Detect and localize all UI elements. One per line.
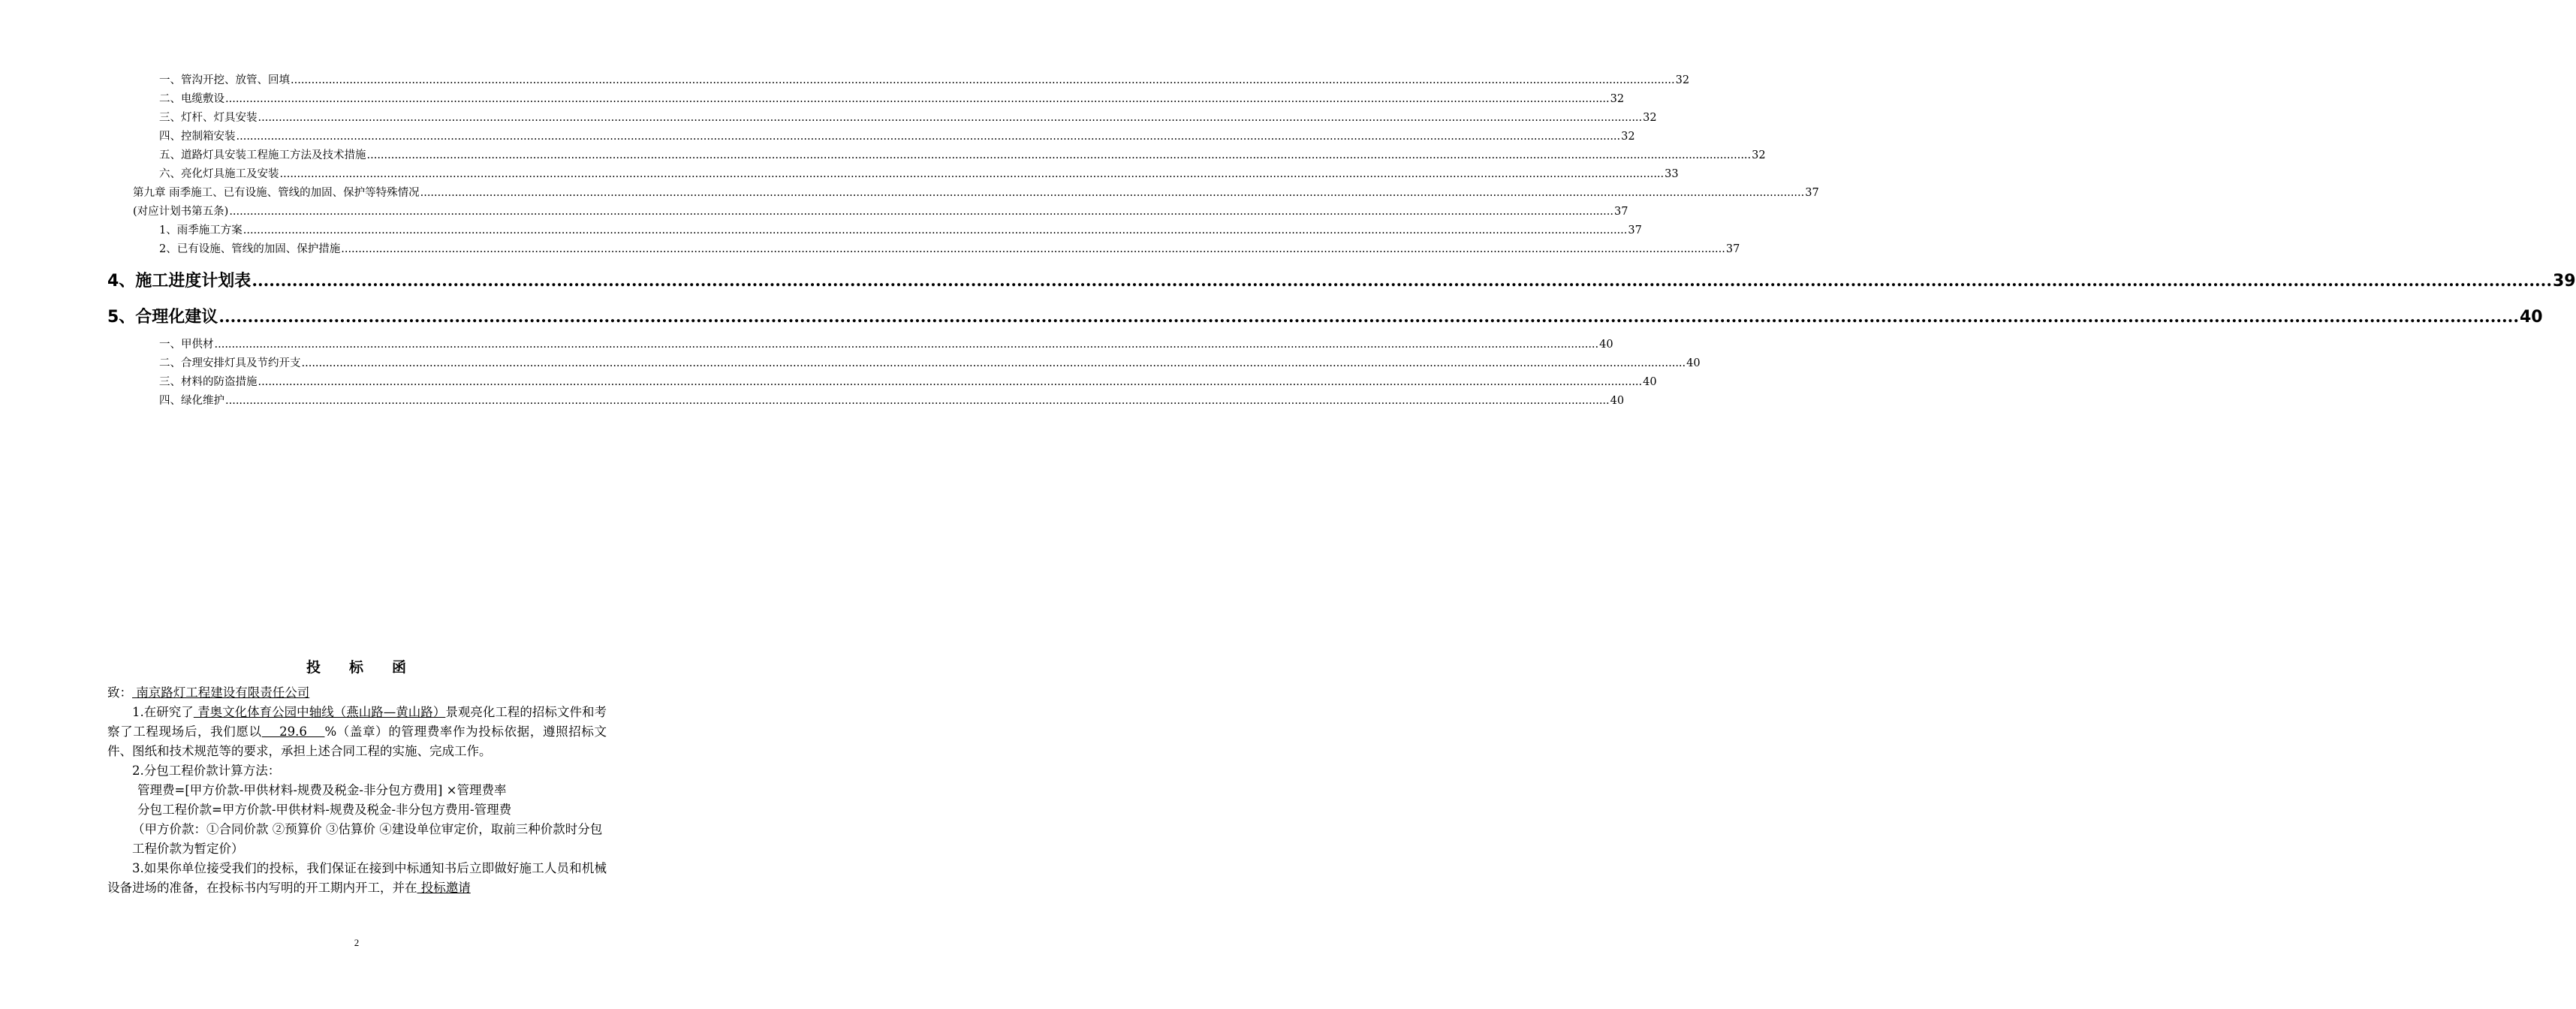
toc-leader-dots: ................................................................................................................................................................................................................................................................................................................................................................................................................ <box>214 339 1599 351</box>
paragraph-3 <box>107 859 607 898</box>
toc-entry-page: 40 <box>1643 376 1657 388</box>
toc-leader-dots: ................................................................................................................................................................................................................................................................................................................................................................................................................ <box>301 357 1686 369</box>
toc-entry[interactable] <box>159 355 1701 372</box>
toc-entry-title: 2、已有设施、管线的加固、保护措施 <box>159 243 341 255</box>
toc-entry-page: 32 <box>1675 74 1690 86</box>
toc-leader-dots: ................................................................................................................................................................................................................................................................................................................................................................................................................ <box>225 395 1610 407</box>
toc-entry[interactable] <box>133 185 1819 201</box>
toc-entry[interactable] <box>159 147 1766 164</box>
toc-leader-dots: ................................................................................................................................................................................................................................................................................................................................................................................................................ <box>258 112 1643 124</box>
toc-entry-title: 二、电缆敷设 <box>159 93 224 105</box>
toc-entry-page: 40 <box>2519 308 2543 327</box>
toc-leader-dots: ................................................................................................................................................................................................................................................................................................................................................................................................................ <box>420 187 1805 199</box>
p1-text-a: 1.在研究了 <box>132 705 194 719</box>
title-char: 标 <box>348 659 365 676</box>
toc-entry-page: 32 <box>1752 149 1766 161</box>
toc-entry-title: 一、管沟开挖、放管、回填 <box>159 74 290 86</box>
toc-leader-dots: ................................................................................................................................................................................................................................................................................................................................................................................................................ <box>258 376 1643 388</box>
bid-letter <box>107 658 607 898</box>
paragraph-1 <box>107 703 607 761</box>
toc-leader-dots: ................................................................................................................................................................................................................................................................................................................................................................................................................ <box>225 93 1610 105</box>
toc-entry-title: 1、雨季施工方案 <box>159 224 243 236</box>
toc-entry-page: 39 <box>2552 272 2576 291</box>
letter-title <box>107 658 607 677</box>
toc-leader-dots: ................................................................................................................................................................................................................................................................................................................................................................................................................ <box>341 243 1725 255</box>
toc-entry-page: 33 <box>1665 168 1679 180</box>
p1-text-c: %（盖章）的管理费率作为投标依据，遵照招标文件、图纸和技术规范等的要求，承担上述合同工程的实施、完成工作。 <box>107 724 607 758</box>
to-label: 致： <box>107 685 132 700</box>
toc-leader-dots: ................................................................................................................................................................................................................................................................................................................................................................................................................ <box>279 168 1665 180</box>
toc-entry-title: 第九章 雨季施工、已有设施、管线的加固、保护等特殊情况 <box>133 187 420 199</box>
toc-leader-dots: ................................................................................................................................................................................................................................................................................................................................................................................................................ <box>366 149 1752 161</box>
toc-entry-title: 三、灯杆、灯具安装 <box>159 112 258 124</box>
toc-entry[interactable] <box>107 266 2576 296</box>
toc-entry-page: 37 <box>1613 206 1628 218</box>
price-note: （甲方价款：①合同价款 ②预算价 ③估算价 ④建设单位审定价，取前三种价款时分包工程价款为暂定价） <box>132 822 603 856</box>
formula-management-fee: 管理费=[甲方价款-甲供材料-规费及税金-非分包方费用] ×管理费率 <box>137 783 507 797</box>
toc-entry-title: 五、道路灯具安装工程施工方法及技术措施 <box>159 149 366 161</box>
toc-leader-dots: ................................................................................................................................................................................................................................................................................................................................................................................................................ <box>243 224 1628 236</box>
toc-entry-page: 37 <box>1805 187 1819 199</box>
toc-entry-title: 二、合理安排灯具及节约开支 <box>159 357 301 369</box>
fee-rate: 29.6 <box>261 724 325 739</box>
recipient-name: 南京路灯工程建设有限责任公司 <box>132 685 310 700</box>
toc-entry-title: 三、材料的防盗措施 <box>159 376 258 388</box>
p3-text-a: 3.如果你单位接受我们的投标，我们保证在接到中标通知书后立即做好施工人员和机械设备进场的准备，在投标书内写明的开工期内开工，并在 <box>107 861 607 895</box>
paragraph-2: 2.分包工程价款计算方法： <box>132 764 281 778</box>
toc-leader-dots: ................................................................................................................................................................................................................................................................................................................................................................................................................ <box>291 74 1675 86</box>
toc-leader-dots: ................................................................................................................................................................................................................................................................................................................................................................................................................ <box>229 206 1613 218</box>
toc-entry[interactable] <box>159 72 1690 89</box>
toc-entry-page: 37 <box>1725 243 1740 255</box>
p3-underlined: 投标邀请 <box>417 881 471 895</box>
toc-entry[interactable] <box>159 166 1679 182</box>
title-char: 函 <box>392 659 408 676</box>
formula-subcontract-price: 分包工程价款=甲方价款-甲供材料-规费及税金-非分包方费用-管理费 <box>137 803 512 817</box>
toc-entry[interactable] <box>159 336 1613 353</box>
toc-entry[interactable] <box>159 241 1740 258</box>
toc-entry-title: (对应计划书第五条) <box>133 206 229 218</box>
toc-entry[interactable] <box>159 374 1657 390</box>
toc-entry-title: 一、甲供材 <box>159 339 214 351</box>
recipient-line <box>107 683 607 703</box>
toc-entry[interactable] <box>159 128 1635 145</box>
project-name: 青奥文化体育公园中轴线（燕山路—黄山路） <box>193 705 446 719</box>
page-number: 2 <box>354 937 360 948</box>
toc-entry-title: 四、控制箱安装 <box>159 131 236 143</box>
title-char: 投 <box>306 659 322 676</box>
toc-entry-page: 40 <box>1686 357 1701 369</box>
toc-entry[interactable] <box>133 203 1628 220</box>
toc-leader-dots: ................................................................................................................................................................................................................................................................................................................................................................................................................ <box>252 271 2552 291</box>
toc-entry-page: 40 <box>1610 395 1625 407</box>
p1-text-b: 景观亮化工程的招标文件和考察了工程现场后，我们愿以 <box>107 705 607 739</box>
toc-entry-page: 32 <box>1621 131 1635 143</box>
toc-entry-title: 四、绿化维护 <box>159 395 224 407</box>
toc-leader-dots: ................................................................................................................................................................................................................................................................................................................................................................................................................ <box>236 131 1621 143</box>
toc-entry[interactable] <box>159 222 1642 239</box>
toc-entry-page: 32 <box>1643 112 1657 124</box>
toc-entry-title: 5、合理化建议 <box>107 308 218 327</box>
toc-leader-dots: ................................................................................................................................................................................................................................................................................................................................................................................................................ <box>218 307 2519 327</box>
toc-entry[interactable] <box>159 91 1625 107</box>
toc-entry-page: 32 <box>1610 93 1625 105</box>
toc-entry-title: 4、施工进度计划表 <box>107 272 252 291</box>
toc-entry[interactable] <box>159 393 1625 409</box>
toc-entry-page: 37 <box>1628 224 1642 236</box>
toc-entry[interactable] <box>107 302 2543 332</box>
toc-entry[interactable] <box>159 110 1657 126</box>
toc-entry-title: 六、亮化灯具施工及安装 <box>159 168 279 180</box>
toc-entry-page: 40 <box>1599 339 1613 351</box>
